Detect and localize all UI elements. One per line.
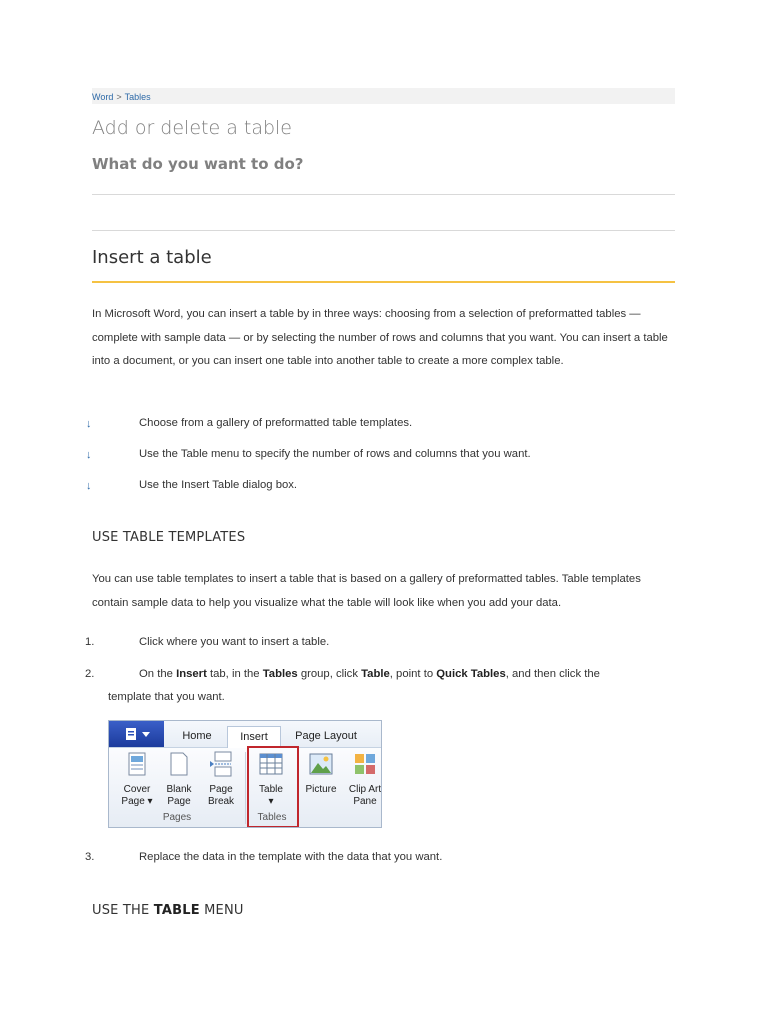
divider bbox=[92, 194, 675, 195]
breadcrumb-link-tables[interactable]: Tables bbox=[124, 92, 151, 102]
group-label-tables: Tables bbox=[257, 812, 287, 823]
page-subtitle: What do you want to do? bbox=[92, 155, 304, 173]
step-text: On the Insert tab, in the Tables group, click Table, point to Quick Tables, and then click the bbox=[139, 668, 600, 680]
office-menu-button bbox=[109, 721, 164, 747]
ribbon-body bbox=[109, 748, 381, 827]
arrow-down-icon[interactable]: ↓ bbox=[86, 449, 92, 461]
templates-paragraph: You can use table templates to insert a table that is based on a gallery of preformatted tables. Table templates contain sample data to help you visualize what the table will look like when you add your data. bbox=[92, 573, 641, 609]
clip-art-button: Clip Art Pane bbox=[345, 751, 382, 808]
section-heading-table-menu: USE THE TABLE MENU bbox=[92, 903, 244, 918]
intro-paragraph: In Microsoft Word, you can insert a table by in three ways: choosing from a selection of preformatted tables — complete with sample data — or by selecting the number of rows and columns that you want. You can insert a table into a document, or you can insert one table into another table to create a more complex table. bbox=[92, 308, 668, 367]
clip-art-icon bbox=[353, 751, 377, 777]
page-title: Add or delete a table bbox=[92, 117, 293, 139]
bullet-link[interactable]: Use the Insert Table dialog box. bbox=[139, 479, 298, 491]
ribbon-tab-page-layout: Page Layout bbox=[295, 730, 357, 742]
ribbon-screenshot bbox=[108, 720, 382, 828]
heading-underline bbox=[92, 281, 675, 283]
page-break-icon bbox=[209, 751, 233, 777]
ribbon-tab-home: Home bbox=[182, 730, 212, 742]
cover-page-button: Cover Page ▾ bbox=[117, 751, 157, 808]
bullet-link[interactable]: Use the Table menu to specify the number of rows and columns that you want. bbox=[139, 448, 531, 460]
step-number: 2. bbox=[85, 668, 95, 680]
picture-icon bbox=[309, 751, 333, 777]
ribbon-tab-insert: Insert bbox=[227, 726, 281, 748]
arrow-down-icon[interactable]: ↓ bbox=[86, 418, 92, 430]
table-button: Table ▾ bbox=[251, 751, 291, 808]
group-label-pages: Pages bbox=[162, 812, 192, 823]
blank-page-button: Blank Page bbox=[161, 751, 197, 808]
section-heading-insert: Insert a table bbox=[92, 247, 212, 268]
document-icon bbox=[120, 725, 154, 743]
breadcrumb-separator: > bbox=[116, 92, 122, 102]
bullet-link[interactable]: Choose from a gallery of preformatted table templates. bbox=[139, 417, 413, 429]
cover-page-icon bbox=[125, 751, 149, 777]
section-heading-templates: USE TABLE TEMPLATES bbox=[92, 530, 246, 545]
group-divider bbox=[245, 752, 246, 824]
arrow-down-icon[interactable]: ↓ bbox=[86, 480, 92, 492]
step-text-continued: template that you want. bbox=[108, 691, 225, 703]
step-number: 1. bbox=[85, 636, 95, 648]
step-text: Replace the data in the template with the data that you want. bbox=[139, 851, 443, 863]
blank-page-icon bbox=[167, 751, 191, 777]
picture-button: Picture bbox=[301, 751, 341, 796]
step-text: Click where you want to insert a table. bbox=[139, 636, 330, 648]
breadcrumb-link-word[interactable]: Word bbox=[92, 92, 114, 102]
ribbon-tab-bar bbox=[109, 721, 381, 748]
highlight-box bbox=[247, 746, 299, 828]
breadcrumb bbox=[92, 88, 675, 104]
divider bbox=[92, 230, 675, 231]
step-number: 3. bbox=[85, 851, 95, 863]
page-break-button: Page Break bbox=[201, 751, 241, 808]
